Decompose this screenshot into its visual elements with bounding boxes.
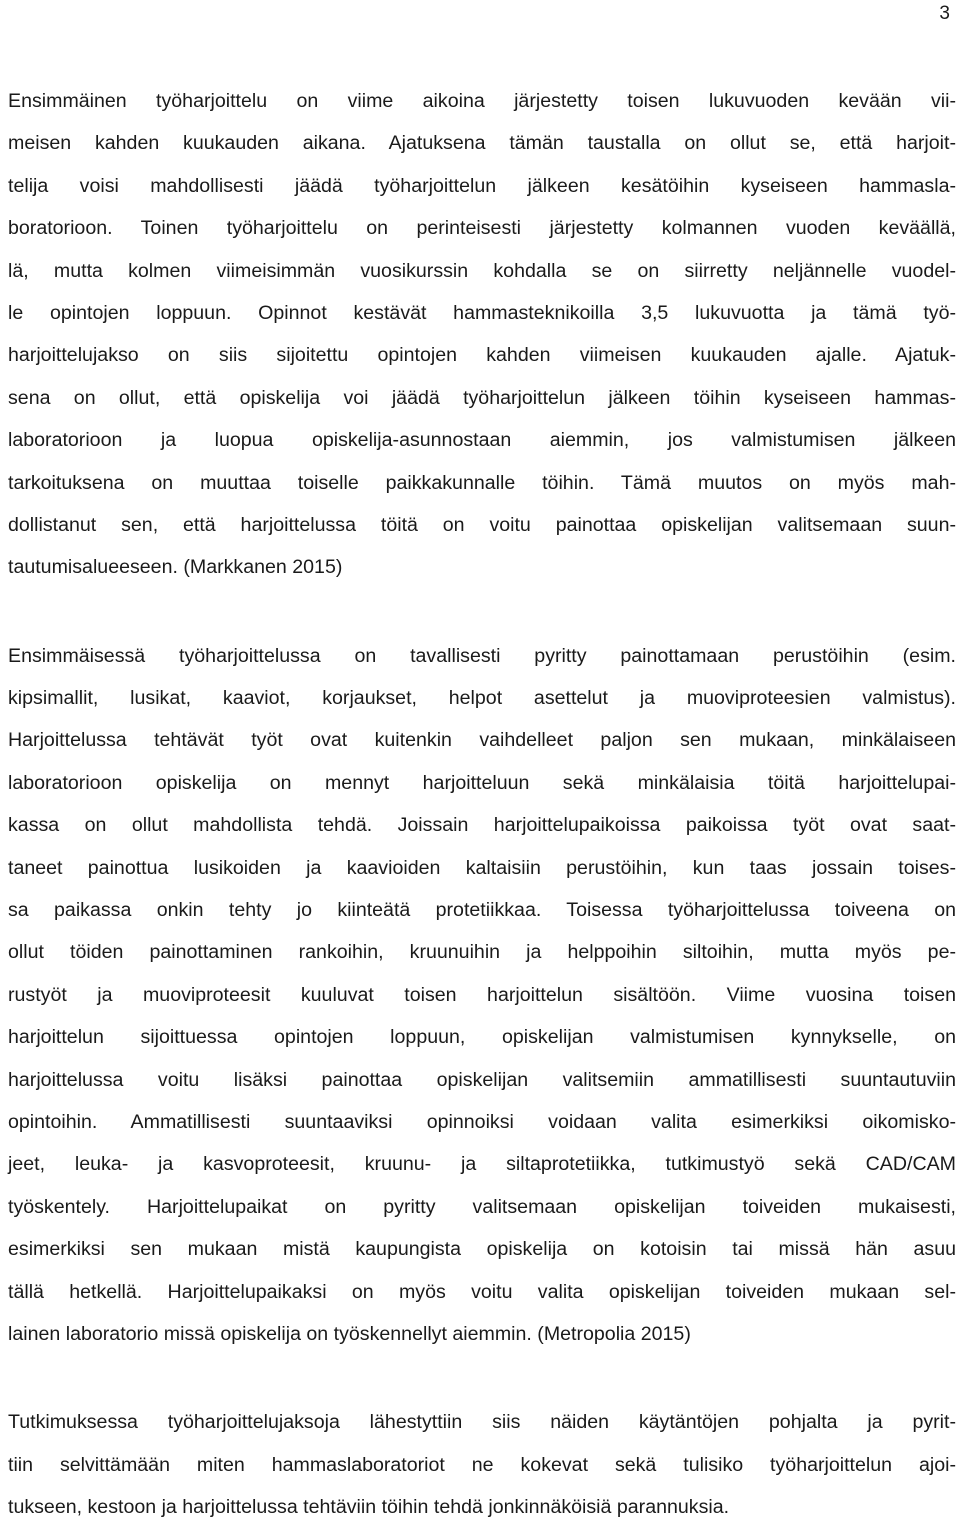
paragraph-practice-content	[8, 635, 956, 1356]
text-line: tautumisalueeseen. (Markkanen 2015)	[8, 556, 343, 579]
text-line: jeet, leuka- ja kasvoproteesit, kruunu- ja siltaprotetiikka, tutkimustyö sekä CAD/CAM	[8, 1153, 956, 1176]
text-line: sa paikassa onkin tehty jo kiinteätä protetiikkaa. Toisessa työharjoittelussa toiveena on	[8, 899, 956, 922]
text-line: rustyöt ja muoviproteesit kuuluvat toisen harjoittelun sisältöön. Viime vuosina toisen	[8, 983, 956, 1006]
text-line: lainen laboratorio missä opiskelija on työskennellyt aiemmin. (Metropolia 2015)	[8, 1322, 691, 1345]
text-line: laboratorioon ja luopua opiskelija-asunnostaan aiemmin, jos valmistumisen jälkeen	[8, 429, 956, 452]
text-line: Ensimmäisessä työharjoittelussa on tavallisesti pyritty painottamaan perustöihin (esim.	[8, 644, 956, 667]
text-line: tiin selvittämään miten hammaslaboratoriot ne kokevat sekä tulisiko työharjoittelun ajoi-	[8, 1453, 956, 1476]
text-line: esimerkiksi sen mukaan mistä kaupungista opiskelija on kotoisin tai missä hän asuu	[8, 1238, 956, 1261]
text-line: Harjoittelussa tehtävät työt ovat kuitenkin vaihdelleet paljon sen mukaan, minkälaiseen	[8, 729, 956, 752]
text-line: ollut töiden painottaminen rankoihin, kruunuihin ja helppoihin siltoihin, mutta myös pe-	[8, 941, 956, 964]
text-line: meisen kahden kuukauden aikana. Ajatuksena tämän taustalla on ollut se, että harjoit-	[8, 132, 956, 155]
text-line: harjoittelun sijoittuessa opintojen loppuun, opiskelijan valmistumisen kynnykselle, on	[8, 1026, 956, 1049]
text-line: le opintojen loppuun. Opinnot kestävät hammasteknikoilla 3,5 lukuvuotta ja tämä työ-	[8, 301, 956, 324]
text-line: telija voisi mahdollisesti jäädä työharjoittelun jälkeen kesätöihin kyseiseen hammasla-	[8, 174, 956, 197]
text-line: harjoittelussa voitu lisäksi painottaa opiskelijan valitsemiin ammatillisesti suuntautuviin	[8, 1068, 956, 1091]
text-line: Ensimmäinen työharjoittelu on viime aikoina järjestetty toisen lukuvuoden kevään vii-	[8, 90, 956, 112]
document-body	[8, 80, 956, 1529]
text-line: tällä hetkellä. Harjoittelupaikaksi on myös voitu valita opiskelijan toiveiden mukaan sel-	[8, 1280, 956, 1303]
text-line: laboratorioon opiskelija on mennyt harjoitteluun sekä minkälaisia töitä harjoittelupai-	[8, 771, 956, 794]
text-line: tukseen, kestoon ja harjoittelussa tehtäviin töihin tehdä jonkinnäköisiä parannuksia.	[8, 1496, 730, 1519]
text-line: työskentely. Harjoittelupaikat on pyritty valitsemaan opiskelijan toiveiden mukaisesti,	[8, 1195, 956, 1218]
text-line: dollistanut sen, että harjoittelussa töitä on voitu painottaa opiskelijan valitsemaan suun-	[8, 513, 956, 536]
text-line: kipsimallit, lusikat, kaaviot, korjaukset, helpot asettelut ja muoviproteesien valmistus).	[8, 687, 956, 710]
text-line: opintoihin. Ammatillisesti suuntaaviksi opinnoiksi voidaan valita esimerkiksi oikomisko-	[8, 1110, 956, 1133]
text-line: boratorioon. Toinen työharjoittelu on perinteisesti järjestetty kolmannen vuoden keväällä,	[8, 217, 956, 240]
text-line: tarkoituksena on muuttaa toiselle paikkakunnalle töihin. Tämä muutos on myös mah-	[8, 471, 956, 494]
text-line: harjoittelujakso on siis sijoitettu opintojen kahden viimeisen kuukauden ajalle. Ajatuk-	[8, 344, 956, 367]
text-line: kassa on ollut mahdollista tehdä. Joissain harjoittelupaikoissa paikoissa työt ovat saat-	[8, 814, 956, 837]
text-line: Tutkimuksessa työharjoittelujaksoja lähestyttiin siis näiden käytäntöjen pohjalta ja pyrit-	[8, 1411, 956, 1434]
text-line: lä, mutta kolmen viimeisimmän vuosikurssin kohdalla se on siirretty neljännelle vuodel-	[8, 259, 956, 282]
paragraph-practice-timing	[8, 80, 956, 589]
text-line: sena on ollut, että opiskelija voi jäädä työharjoittelun jälkeen töihin kyseiseen hammas-	[8, 386, 956, 409]
page-number: 3	[939, 3, 950, 24]
paragraph-research-aim	[8, 1401, 956, 1528]
text-line: taneet painottua lusikoiden ja kaavioiden kaltaisiin perustöihin, kun taas jossain toises-	[8, 856, 956, 879]
